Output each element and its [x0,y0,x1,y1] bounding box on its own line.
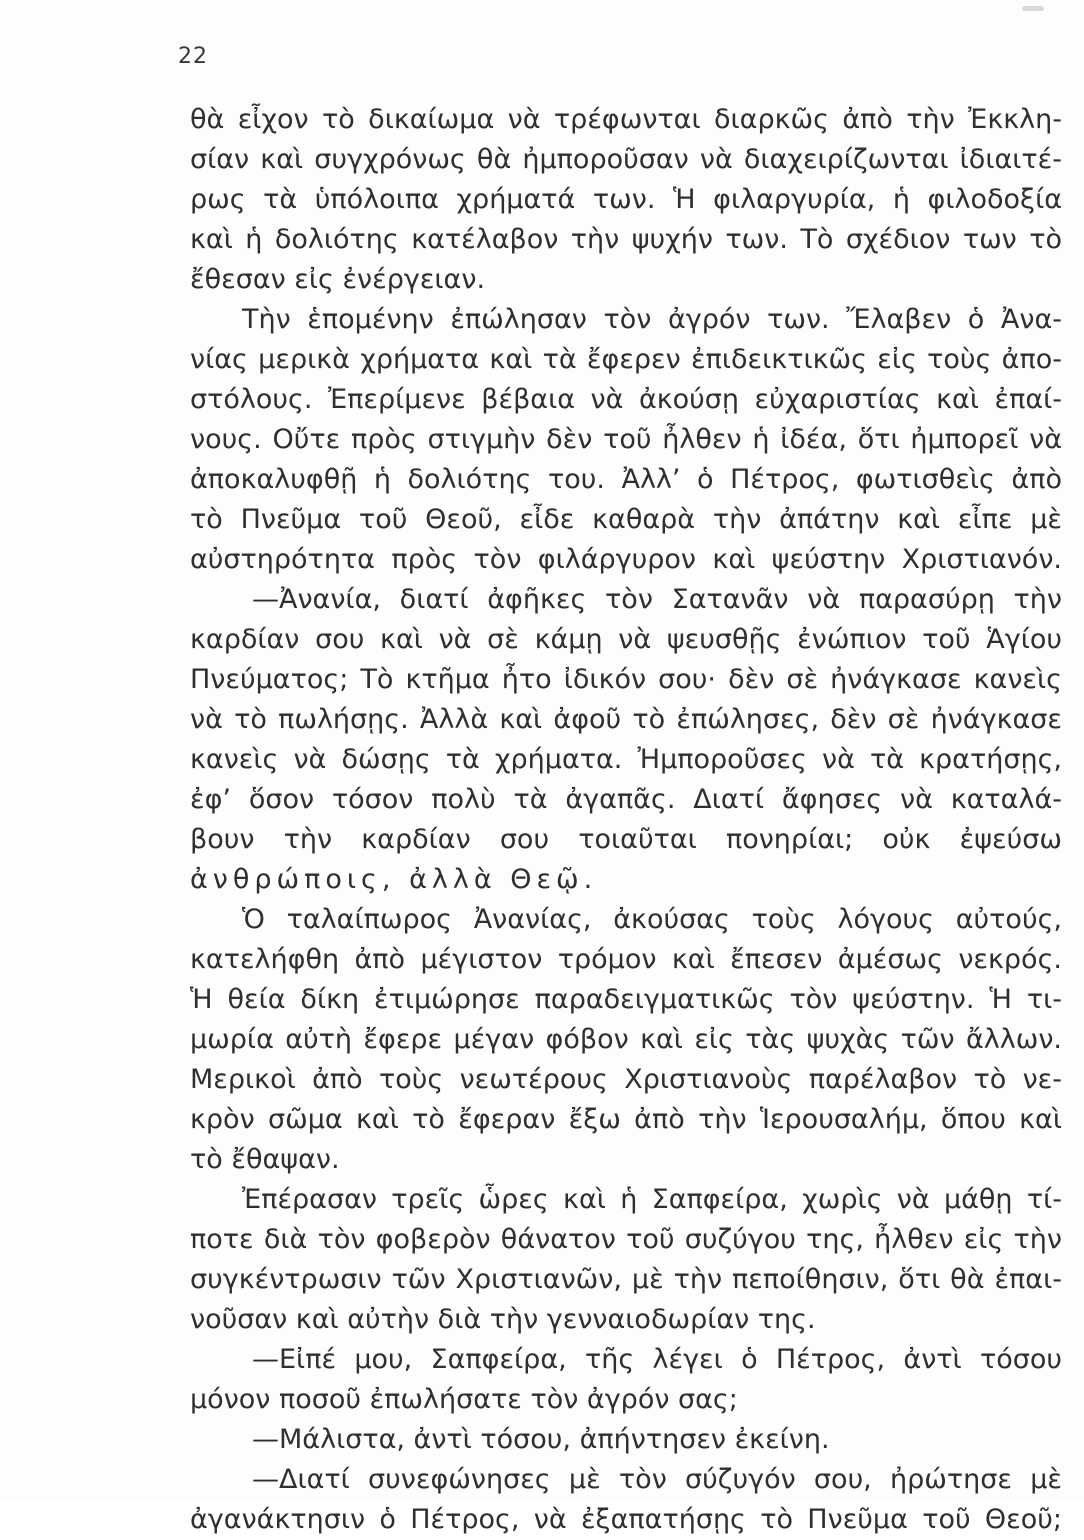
text-line: συγκέντρωσιν τῶν Χριστιανῶν, μὲ τὴν πεποίθησιν, ὅτι θὰ ἐπαι- [190,1264,1062,1295]
text-line: μόνον ποσοῦ ἐπωλήσατε τὸν ἀγρόν σας; [190,1384,738,1415]
text-line: κρὸν σῶμα καὶ τὸ ἔφεραν ἔξω ἀπὸ τὴν Ἱερουσαλήμ, ὅπου καὶ [190,1104,1062,1135]
text-line: τὸ Πνεῦμα τοῦ Θεοῦ, εἶδε καθαρὰ τὴν ἀπάτην καὶ εἶπε μὲ [190,504,1062,535]
text-line: νίας μερικὰ χρήματα καὶ τὰ ἔφερεν ἐπιδεικτικῶς εἰς τοὺς ἀπο- [190,344,1062,375]
text-line: —Εἰπέ μου, Σαπφείρα, τῆς λέγει ὁ Πέτρος, ἀντὶ τόσου [252,1344,1062,1375]
text-line: Ὁ ταλαίπωρος Ἀνανίας, ἀκούσας τοὺς λόγους αὐτούς, [242,904,1062,935]
text-line: νὰ τὸ πωλήσῃς. Ἀλλὰ καὶ ἀφοῦ τὸ ἐπώλησες, δὲν σὲ ἠνάγκασε [190,704,1062,735]
text-line: αὐστηρότητα πρὸς τὸν φιλάργυρον καὶ ψεύστην Χριστιανόν. [190,544,1062,575]
text-line: —Διατί συνεφώνησες μὲ τὸν σύζυγόν σου, ἠρώτησε μὲ [252,1464,1062,1495]
text-line: βουν τὴν καρδίαν σου τοιαῦται πονηρίαι; οὐκ ἐψεύσω [190,824,1062,855]
text-line: καρδίαν σου καὶ νὰ σὲ κάμῃ νὰ ψευσθῇς ἐνώπιον τοῦ Ἁγίου [190,624,1062,655]
text-line: νοῦσαν καὶ αὐτὴν διὰ τὴν γενναιοδωρίαν της. [190,1304,816,1335]
body-text [190,100,1062,1540]
text-line: Μερικοὶ ἀπὸ τοὺς νεωτέρους Χριστιανοὺς παρέλαβον τὸ νε- [190,1064,1062,1095]
text-line: ἀνθρώποις, ἀλλὰ Θεῷ. [190,864,598,895]
text-line: ἐφ’ ὅσον τόσον πολὺ τὰ ἀγαπᾶς. Διατί ἄφησες νὰ καταλά- [190,784,1062,815]
text-line: νους. Οὔτε πρὸς στιγμὴν δὲν τοῦ ἦλθεν ἡ ἰδέα, ὅτι ἠμπορεῖ νὰ [190,424,1062,455]
text-line: κανεὶς νὰ δώσῃς τὰ χρήματα. Ἠμποροῦσες νὰ τὰ κρατήσῃς, [190,744,1062,775]
text-line: ἀποκαλυφθῇ ἡ δολιότης του. Ἀλλ’ ὁ Πέτρος, φωτισθεὶς ἀπὸ [190,464,1062,495]
text-line: κατελήφθη ἀπὸ μέγιστον τρόμον καὶ ἔπεσεν ἀμέσως νεκρός. [190,944,1062,975]
text-line: ποτε διὰ τὸν φοβερὸν θάνατον τοῦ συζύγου της, ἦλθεν εἰς τὴν [190,1224,1062,1255]
text-line: στόλους. Ἐπερίμενε βέβαια νὰ ἀκούσῃ εὐχαριστίας καὶ ἐπαί- [190,384,1062,415]
text-line: Πνεύματος; Τὸ κτῆμα ἦτο ἰδικόν σου· δὲν σὲ ἠνάγκασε κανεὶς [190,664,1062,695]
text-line: ἔθεσαν εἰς ἐνέργειαν. [190,264,486,295]
text-line: σίαν καὶ συγχρόνως θὰ ἠμποροῦσαν νὰ διαχειρίζωνται ἰδιαιτέ- [190,144,1062,175]
text-line: θὰ εἶχον τὸ δικαίωμα νὰ τρέφωνται διαρκῶς ἀπὸ τὴν Ἐκκλη- [190,104,1062,135]
text-line: μωρία αὐτὴ ἔφερε μέγαν φόβον καὶ εἰς τὰς ψυχὰς τῶν ἄλλων. [190,1024,1062,1055]
scan-mark [1022,6,1044,11]
text-line: ρως τὰ ὑπόλοιπα χρήματά των. Ἡ φιλαργυρία, ἡ φιλοδοξία [190,184,1062,215]
text-line: Ἐπέρασαν τρεῖς ὧρες καὶ ἡ Σαπφείρα, χωρὶς νὰ μάθῃ τί- [242,1184,1062,1215]
text-line: Τὴν ἑπομένην ἐπώλησαν τὸν ἀγρόν των. Ἔλαβεν ὁ Ἀνα- [242,304,1062,335]
text-line: Ἡ θεία δίκη ἐτιμώρησε παραδειγματικῶς τὸν ψεύστην. Ἡ τι- [190,984,1062,1015]
text-line: —Ἀνανία, διατί ἀφῆκες τὸν Σατανᾶν νὰ παρασύρῃ τὴν [252,584,1062,615]
text-line: ἀγανάκτησιν ὁ Πέτρος, νὰ ἐξαπατήσῃς τὸ Πνεῦμα τοῦ Θεοῦ; [190,1504,1062,1535]
text-line: καὶ ἡ δολιότης κατέλαβον τὴν ψυχήν των. Τὸ σχέδιον των τὸ [190,224,1062,255]
page-number: 22 [178,44,208,69]
text-line: τὸ ἔθαψαν. [190,1144,340,1175]
text-line: —Μάλιστα, ἀντὶ τόσου, ἀπήντησεν ἐκείνη. [252,1424,830,1455]
